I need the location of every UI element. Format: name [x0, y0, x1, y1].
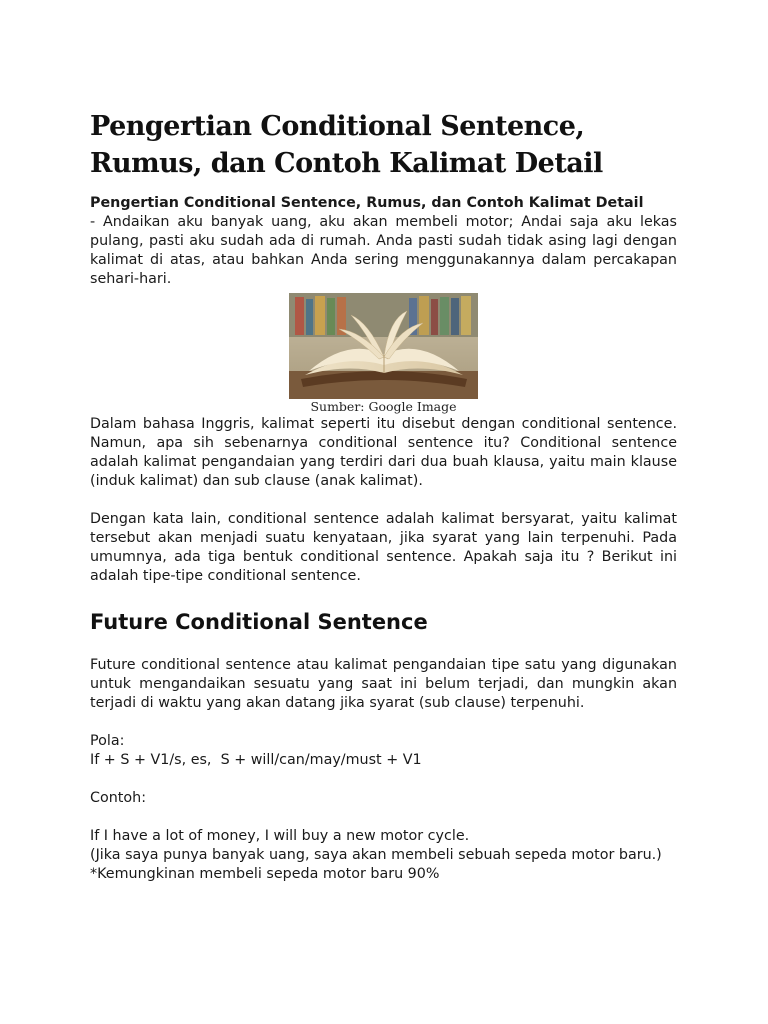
paragraph-2: Dengan kata lain, conditional sentence adalah kalimat bersyarat, yaitu kalimat tersebut akan menjadi suatu kenyataan, jika syarat yang lain terpenuhi. Pada umumnya, ada tiga bentuk conditional sentence. Apakah saja itu ? Berikut ini adalah tipe-tipe conditional sentence.: [90, 511, 677, 584]
page-title: Pengertian Conditional Sentence, Rumus, dan Contoh Kalimat Detail: [90, 111, 603, 179]
example-note: *Kemungkinan membeli sepeda motor baru 90%: [90, 866, 440, 882]
example-english: If I have a lot of money, I will buy a new motor cycle.: [90, 828, 470, 844]
open-book-photo-icon: [289, 293, 478, 399]
contoh-label: Contoh:: [90, 790, 147, 806]
paragraph-1: Dalam bahasa Inggris, kalimat seperti itu disebut dengan conditional sentence. Namun, apa sih sebenarnya conditional sentence itu? Conditional sentence adalah kalimat pengandaian yang terdiri dari dua buah klausa, yaitu main klause (induk kalimat) dan sub clause (anak kalimat).: [90, 416, 677, 489]
intro-text: - Andaikan aku banyak uang, aku akan membeli motor; Andai saja aku lekas pulang, pasti aku sudah ada di rumah. Anda pasti sudah tidak asing lagi dengan kalimat di atas, atau bahkan Anda sering menggunakannya dalam percakapan sehari-hari.: [90, 214, 677, 287]
pola-label: Pola:: [90, 733, 125, 749]
intro-lead: Pengertian Conditional Sentence, Rumus, dan Contoh Kalimat Detail: [90, 195, 644, 211]
document-page: [90, 108, 677, 884]
figure-caption: Sumber: Google Image: [310, 399, 457, 414]
figure: [90, 293, 677, 415]
intro-paragraph: [90, 194, 677, 289]
pola-formula: If + S + V1/s, es, S + will/can/may/must + V1: [90, 752, 422, 768]
section-description: Future conditional sentence atau kalimat pengandaian tipe satu yang digunakan untuk mengandaikan sesuatu yang saat ini belum terjadi, dan mungkin akan terjadi di waktu yang akan datang jika syarat (sub clause) terpenuhi.: [90, 657, 677, 711]
section-heading: Future Conditional Sentence: [90, 610, 428, 634]
example-indonesian: (Jika saya punya banyak uang, saya akan membeli sebuah sepeda motor baru.): [90, 847, 662, 863]
